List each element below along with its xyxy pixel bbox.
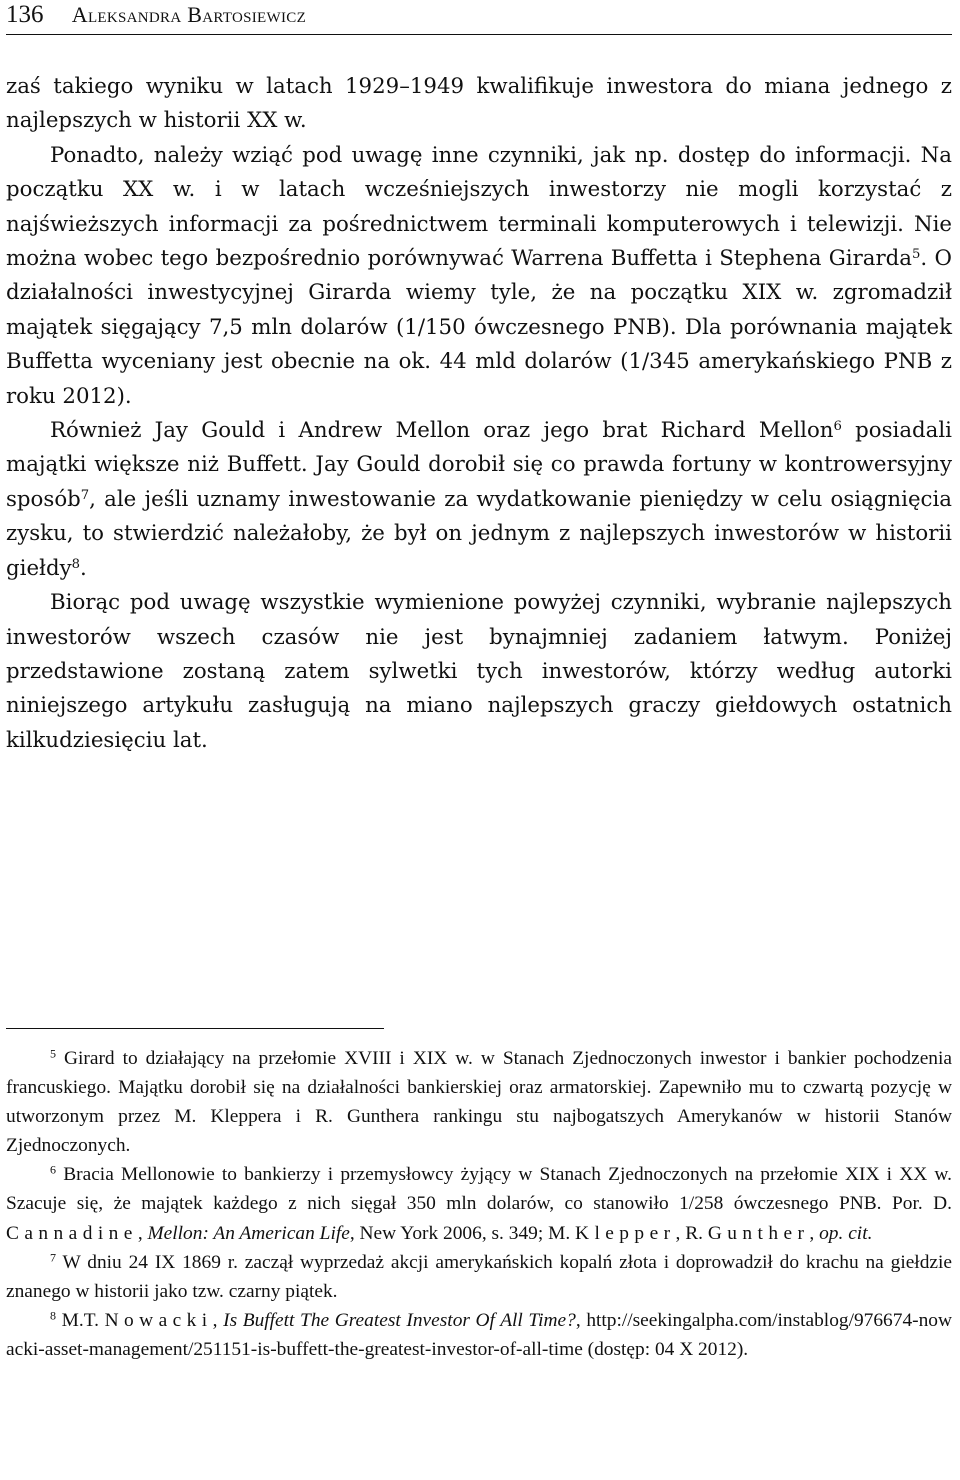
footnote-ref-6[interactable]: 6 [833,418,842,434]
footnote-5 [6,1044,952,1160]
footnote-6-text-a: Bracia Mellonowie to bankierzy i przemysłowcy żyjący w Stanach Zjednoczonych na przełomie XIX i XX w. Szacuje się, że majątek każdego z nich sięgał 350 mln dolarów, co stanowiło 1/258 ówczesnego PNB. Por. D. [6,1164,952,1215]
paragraph-3-text-c: , ale jeśli uznamy inwestowanie za wydatkowanie pieniędzy w celu osiągnięcia zysku, to stwierdzić należałoby, że był on jednym z najlepszych inwestorów w historii giełdy [6,486,952,581]
paragraph-2-text-b: . O działalności inwestycyjnej Girarda wiemy tyle, że na początku XIX w. zgromadził majątek sięgający 7,5 mln dolarów (1/150 ówczesnego PNB). Dla porównania majątek Buffetta wyceniany jest obecnie na ok. 44 mld dolarów (1/345 amerykańskiego PNB z roku 2012). [6,246,952,409]
footnote-7-text: W dniu 24 IX 1869 r. zaczął wyprzedaż akcji amerykańskich kopalń złota i doprowadził do krachu na giełdzie znanego w historii jako tzw. czarny piątek. [6,1251,952,1302]
footnote-6-op-cit: op. cit. [819,1222,873,1244]
footnote-6-author-gunther: Gunther [707,1222,810,1244]
running-head [6,0,952,30]
paragraph-3-text-d: . [80,555,87,581]
page-number: 136 [6,1,44,28]
footnote-ref-8[interactable]: 8 [71,556,81,572]
footnote-6 [6,1160,952,1247]
footnote-8-url-link[interactable]: http://seekingalpha.com/instablog/976674-nowacki-asset-management/251151-is-buffett-the-greatest-investor-of-all-time [6,1309,952,1360]
paragraph-4 [6,586,952,758]
footnote-ref-5[interactable]: 5 [911,246,921,262]
footnote-8 [6,1306,952,1364]
paragraph-4-text: Biorąc pod uwagę wszystkie wymienione powyżej czynniki, wybranie najlepszych inwestorów wszech czasów nie jest bynajmniej zadaniem łatwym. Poniżej przedstawione zostaną zatem sylwetki tych inwestorów, którzy według autorki niniejszego artykułu zasługują na miano najlepszych graczy giełdowych ostatnich kilkudziesięciu lat. [6,590,952,753]
footnote-8-text-a: M.T. [61,1309,105,1331]
footnote-6-mark: 6 [50,1162,57,1177]
footnote-6-text-b: , [137,1222,148,1244]
footnote-5-text: Girard to działający na przełomie XVIII i XIX w. w Stanach Zjednoczonych inwestor i bankier pochodzenia francuskiego. Majątku dorobił się na działalności bankierskiej oraz armatorskiej. Zapewniło mu to czwartą pozycję w utworzonym przez M. Kleppera i R. Gunthera rankingu stu najbogatszych Amerykanów w historii Stanów Zjednoczonych. [6,1048,952,1157]
footnote-8-text-c: , [575,1309,587,1331]
footnote-6-text-e: , [809,1222,820,1244]
footnote-ref-7[interactable]: 7 [80,487,90,503]
running-head-author: Aleksandra Bartosiewicz [71,2,307,27]
paragraph-3-text-a: Również Jay Gould i Andrew Mellon oraz jego brat Richard Mellon [50,418,834,444]
footnote-6-text-c: , New York 2006, s. 349; M. [349,1222,576,1244]
paragraph-1 [6,70,952,139]
footnotes [6,1044,952,1364]
paragraph-3 [6,414,952,586]
footnote-6-book-title: Mellon: An American Life [147,1222,350,1244]
footnote-6-text-d: , R. [675,1222,708,1244]
header-rule [6,34,952,35]
footnote-8-text-b: , [212,1309,224,1331]
footnote-6-author-klepper: Klepper [575,1222,676,1244]
paragraph-3-text-b: posiadali majątki większe niż Buffett. Jay Gould dorobił się co prawda fortuny w kontrowersyjny sposób [6,418,952,512]
footnote-8-author-nowacki: Nowacki [104,1309,213,1331]
paragraph-2-text-a: Ponadto, należy wziąć pod uwagę inne czynniki, jak np. dostęp do informacji. Na początku XX w. i w latach wcześniejszych inwestorzy nie mogli korzystać z najświeższych informacji za pośrednictwem terminali komputerowych i telewizji. Nie można wobec tego bezpośrednio porównywać Warrena Buffetta i Stephena Girarda [6,142,952,272]
paragraph-1-text: zaś takiego wyniku w latach 1929–1949 kwalifikuje inwestora do miana jednego z najlepszych w historii XX w. [6,74,952,134]
footnote-6-author-cannadine: Cannadine [6,1222,138,1244]
footnote-8-mark: 8 [50,1308,57,1323]
body-text [6,70,952,758]
footnote-8-article-title: Is Buffett The Greatest Investor Of All Time? [223,1309,576,1331]
footnote-separator [6,1028,384,1029]
paragraph-2 [6,139,952,414]
footnote-8-text-d: (dostęp: 04 X 2012). [582,1338,749,1360]
footnote-5-mark: 5 [50,1046,57,1061]
footnote-7-mark: 7 [50,1250,57,1265]
footnote-7 [6,1248,952,1306]
